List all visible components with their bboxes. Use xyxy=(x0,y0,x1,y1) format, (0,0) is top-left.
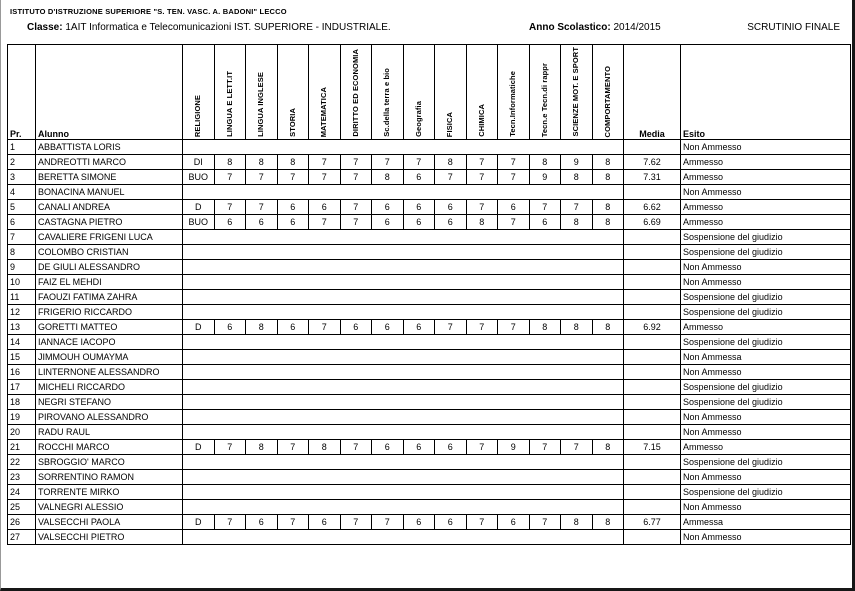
empty-grades-cell xyxy=(183,185,624,200)
esito-cell: Non Ammesso xyxy=(681,140,851,155)
esito-cell: Non Ammesso xyxy=(681,260,851,275)
grades-table xyxy=(7,44,851,545)
grade-cell: 7 xyxy=(214,515,246,530)
class-info xyxy=(27,22,391,33)
media-cell xyxy=(624,305,681,320)
row-number-cell: 9 xyxy=(8,260,36,275)
grade-cell: 7 xyxy=(561,440,593,455)
esito-cell: Sospensione del giudizio xyxy=(681,335,851,350)
grade-cell: 6 xyxy=(277,320,309,335)
row-number-cell: 12 xyxy=(8,305,36,320)
row-number-cell: 16 xyxy=(8,365,36,380)
table-row xyxy=(8,320,851,335)
grade-cell: 6 xyxy=(403,440,435,455)
esito-cell: Non Ammesso xyxy=(681,425,851,440)
media-cell xyxy=(624,350,681,365)
student-name-cell: MICHELI RICCARDO xyxy=(36,380,183,395)
grade-cell: 9 xyxy=(561,155,593,170)
student-name-cell: CASTAGNA PIETRO xyxy=(36,215,183,230)
grade-cell: D xyxy=(183,320,215,335)
column-header-subject xyxy=(246,45,278,140)
row-number-cell: 1 xyxy=(8,140,36,155)
empty-grades-cell xyxy=(183,335,624,350)
grade-cell: 7 xyxy=(309,155,341,170)
media-cell xyxy=(624,275,681,290)
empty-grades-cell xyxy=(183,230,624,245)
grade-cell: 7 xyxy=(435,320,467,335)
grade-cell: DI xyxy=(183,155,215,170)
esito-cell: Sospensione del giudizio xyxy=(681,290,851,305)
grade-cell: 6 xyxy=(277,215,309,230)
row-number-cell: 14 xyxy=(8,335,36,350)
esito-cell: Sospensione del giudizio xyxy=(681,395,851,410)
grade-cell: 7 xyxy=(498,170,530,185)
grade-cell: 6 xyxy=(435,515,467,530)
grade-cell: 7 xyxy=(214,440,246,455)
header-row xyxy=(8,45,851,140)
media-cell xyxy=(624,410,681,425)
row-number-cell: 23 xyxy=(8,470,36,485)
subject-header-label: DIRITTO ED ECONOMIA xyxy=(350,49,360,137)
grade-cell: 8 xyxy=(529,320,561,335)
grade-cell: 6 xyxy=(214,215,246,230)
table-row xyxy=(8,170,851,185)
esito-cell: Ammesso xyxy=(681,155,851,170)
grade-cell: 6 xyxy=(372,200,404,215)
grade-cell: 7 xyxy=(309,320,341,335)
grade-cell: 6 xyxy=(246,215,278,230)
column-header-media: Media xyxy=(624,45,681,140)
grade-cell: 8 xyxy=(246,440,278,455)
grade-cell: 7 xyxy=(403,155,435,170)
school-year-value: 2014/2015 xyxy=(613,22,661,33)
student-name-cell: CANALI ANDREA xyxy=(36,200,183,215)
table-row xyxy=(8,410,851,425)
grade-cell: 7 xyxy=(277,440,309,455)
table-row xyxy=(8,185,851,200)
class-label: Classe: xyxy=(27,22,63,33)
table-row xyxy=(8,245,851,260)
row-number-cell: 20 xyxy=(8,425,36,440)
row-number-cell: 19 xyxy=(8,410,36,425)
student-name-cell: NEGRI STEFANO xyxy=(36,395,183,410)
row-number-cell: 2 xyxy=(8,155,36,170)
empty-grades-cell xyxy=(183,530,624,545)
column-header-subject xyxy=(309,45,341,140)
grade-cell: 8 xyxy=(466,215,498,230)
grade-cell: 6 xyxy=(435,200,467,215)
media-cell: 6.62 xyxy=(624,200,681,215)
esito-cell: Sospensione del giudizio xyxy=(681,485,851,500)
row-number-cell: 25 xyxy=(8,500,36,515)
esito-cell: Sospensione del giudizio xyxy=(681,230,851,245)
student-name-cell: FAIZ EL MEHDI xyxy=(36,275,183,290)
table-row xyxy=(8,470,851,485)
grade-cell: 8 xyxy=(561,215,593,230)
column-header-subject xyxy=(435,45,467,140)
esito-cell: Non Ammesso xyxy=(681,500,851,515)
esito-cell: Non Ammesso xyxy=(681,410,851,425)
grade-cell: BUO xyxy=(183,170,215,185)
grade-cell: 6 xyxy=(372,320,404,335)
grade-cell: D xyxy=(183,200,215,215)
grade-cell: 7 xyxy=(277,170,309,185)
column-header-subject xyxy=(498,45,530,140)
esito-cell: Non Ammessa xyxy=(681,350,851,365)
grade-cell: 8 xyxy=(561,515,593,530)
media-cell xyxy=(624,470,681,485)
esito-cell: Sospensione del giudizio xyxy=(681,305,851,320)
grade-cell: 6 xyxy=(277,200,309,215)
grade-cell: 8 xyxy=(592,155,624,170)
media-cell xyxy=(624,485,681,500)
table-row xyxy=(8,290,851,305)
class-value: 1AIT Informatica e Telecomunicazioni IST. SUPERIORE - INDUSTRIALE. xyxy=(65,22,391,33)
esito-cell: Ammesso xyxy=(681,320,851,335)
grade-cell: 7 xyxy=(340,215,372,230)
media-cell xyxy=(624,185,681,200)
grade-cell: 7 xyxy=(498,320,530,335)
grade-cell: 7 xyxy=(340,440,372,455)
row-number-cell: 11 xyxy=(8,290,36,305)
row-number-cell: 7 xyxy=(8,230,36,245)
table-row xyxy=(8,380,851,395)
school-year-info xyxy=(529,22,661,33)
media-cell: 7.31 xyxy=(624,170,681,185)
table-row xyxy=(8,395,851,410)
grade-cell: 8 xyxy=(277,155,309,170)
grade-cell: 7 xyxy=(340,200,372,215)
report-title: SCRUTINIO FINALE xyxy=(747,22,840,33)
student-name-cell: GORETTI MATTEO xyxy=(36,320,183,335)
student-name-cell: PIROVANO ALESSANDRO xyxy=(36,410,183,425)
column-header-subject xyxy=(340,45,372,140)
empty-grades-cell xyxy=(183,140,624,155)
grade-cell: 7 xyxy=(340,155,372,170)
subject-header-label: STORIA xyxy=(287,108,297,137)
grade-cell: 7 xyxy=(246,200,278,215)
student-name-cell: TORRENTE MIRKO xyxy=(36,485,183,500)
esito-cell: Ammesso xyxy=(681,215,851,230)
grade-cell: 6 xyxy=(372,440,404,455)
grade-cell: 8 xyxy=(592,440,624,455)
subject-header-label: LINGUA E LETT.IT xyxy=(224,71,234,137)
grade-cell: 7 xyxy=(277,515,309,530)
grade-cell: D xyxy=(183,515,215,530)
media-cell xyxy=(624,380,681,395)
empty-grades-cell xyxy=(183,485,624,500)
row-number-cell: 6 xyxy=(8,215,36,230)
student-name-cell: RADU RAUL xyxy=(36,425,183,440)
column-header-esito: Esito xyxy=(681,45,851,140)
row-number-cell: 4 xyxy=(8,185,36,200)
grade-cell: 7 xyxy=(466,155,498,170)
media-cell xyxy=(624,260,681,275)
media-cell: 6.69 xyxy=(624,215,681,230)
subject-header-label: Tecn.Informatiche xyxy=(508,71,518,137)
grade-cell: 6 xyxy=(340,320,372,335)
subject-header-label: SCIENZE MOT. E SPORT xyxy=(571,47,581,137)
grade-cell: 8 xyxy=(592,170,624,185)
subject-header-label: RELIGIONE xyxy=(193,94,203,137)
empty-grades-cell xyxy=(183,260,624,275)
column-header-subject xyxy=(561,45,593,140)
grade-cell: 7 xyxy=(309,170,341,185)
grade-cell: BUO xyxy=(183,215,215,230)
esito-cell: Non Ammesso xyxy=(681,530,851,545)
grade-cell: 9 xyxy=(529,170,561,185)
row-number-cell: 26 xyxy=(8,515,36,530)
esito-cell: Sospensione del giudizio xyxy=(681,380,851,395)
empty-grades-cell xyxy=(183,290,624,305)
empty-grades-cell xyxy=(183,395,624,410)
grade-cell: 7 xyxy=(309,215,341,230)
media-cell xyxy=(624,290,681,305)
grade-cell: 7 xyxy=(466,515,498,530)
grade-cell: 7 xyxy=(246,170,278,185)
grade-cell: 8 xyxy=(529,155,561,170)
grade-cell: 8 xyxy=(246,155,278,170)
media-cell: 7.15 xyxy=(624,440,681,455)
grade-cell: 6 xyxy=(435,440,467,455)
empty-grades-cell xyxy=(183,245,624,260)
grade-cell: 6 xyxy=(372,215,404,230)
grade-cell: 7 xyxy=(498,155,530,170)
esito-cell: Non Ammesso xyxy=(681,185,851,200)
grade-cell: 7 xyxy=(561,200,593,215)
school-year-label: Anno Scolastico: xyxy=(529,22,611,33)
media-cell xyxy=(624,230,681,245)
grade-cell: 6 xyxy=(435,215,467,230)
media-cell xyxy=(624,530,681,545)
grade-cell: 6 xyxy=(403,170,435,185)
subject-header-label: Tecn.e Tecn.di rappr xyxy=(539,62,549,137)
row-number-cell: 21 xyxy=(8,440,36,455)
grade-cell: 7 xyxy=(340,515,372,530)
subject-header-label: FISICA xyxy=(445,111,455,137)
esito-cell: Ammesso xyxy=(681,200,851,215)
student-name-cell: DE GIULI ALESSANDRO xyxy=(36,260,183,275)
student-name-cell: JIMMOUH OUMAYMA xyxy=(36,350,183,365)
grade-cell: 6 xyxy=(403,215,435,230)
row-number-cell: 3 xyxy=(8,170,36,185)
table-row xyxy=(8,230,851,245)
column-header-alunno: Alunno xyxy=(36,45,183,140)
grade-cell: 8 xyxy=(214,155,246,170)
grade-cell: 8 xyxy=(561,170,593,185)
grade-cell: 7 xyxy=(498,215,530,230)
media-cell xyxy=(624,455,681,470)
media-cell xyxy=(624,395,681,410)
student-name-cell: FRIGERIO RICCARDO xyxy=(36,305,183,320)
student-name-cell: CAVALIERE FRIGENI LUCA xyxy=(36,230,183,245)
esito-cell: Ammessa xyxy=(681,515,851,530)
esito-cell: Ammesso xyxy=(681,170,851,185)
esito-cell: Sospensione del giudizio xyxy=(681,455,851,470)
table-row xyxy=(8,335,851,350)
grade-cell: 7 xyxy=(466,440,498,455)
grade-cell: 6 xyxy=(246,515,278,530)
empty-grades-cell xyxy=(183,425,624,440)
row-number-cell: 10 xyxy=(8,275,36,290)
empty-grades-cell xyxy=(183,410,624,425)
empty-grades-cell xyxy=(183,365,624,380)
media-cell xyxy=(624,245,681,260)
subject-header-label: COMPORTAMENTO xyxy=(602,65,612,137)
esito-cell: Non Ammesso xyxy=(681,275,851,290)
student-name-cell: SBROGGIO' MARCO xyxy=(36,455,183,470)
table-row xyxy=(8,455,851,470)
esito-cell: Non Ammesso xyxy=(681,470,851,485)
grade-cell: 8 xyxy=(592,515,624,530)
column-header-subject xyxy=(592,45,624,140)
column-header-subject xyxy=(372,45,404,140)
row-number-cell: 5 xyxy=(8,200,36,215)
grade-cell: 7 xyxy=(372,515,404,530)
empty-grades-cell xyxy=(183,470,624,485)
student-name-cell: LINTERNONE ALESSANDRO xyxy=(36,365,183,380)
esito-cell: Non Ammesso xyxy=(681,365,851,380)
subject-header-label: CHIMICA xyxy=(476,104,486,137)
grade-cell: D xyxy=(183,440,215,455)
grade-cell: 8 xyxy=(592,215,624,230)
grade-cell: 6 xyxy=(309,515,341,530)
column-header-pr: Pr. xyxy=(8,45,36,140)
grade-cell: 6 xyxy=(498,200,530,215)
column-header-subject xyxy=(214,45,246,140)
column-header-subject xyxy=(466,45,498,140)
table-row xyxy=(8,305,851,320)
subject-header-label: MATEMATICA xyxy=(319,86,329,137)
grade-cell: 7 xyxy=(435,170,467,185)
empty-grades-cell xyxy=(183,350,624,365)
row-number-cell: 22 xyxy=(8,455,36,470)
table-row xyxy=(8,275,851,290)
student-name-cell: VALNEGRI ALESSIO xyxy=(36,500,183,515)
school-name: ISTITUTO D'ISTRUZIONE SUPERIORE "S. TEN. VASC. A. BADONI" LECCO xyxy=(10,7,287,16)
grade-cell: 6 xyxy=(403,200,435,215)
grade-cell: 7 xyxy=(529,200,561,215)
empty-grades-cell xyxy=(183,500,624,515)
grade-cell: 7 xyxy=(529,440,561,455)
row-number-cell: 17 xyxy=(8,380,36,395)
student-name-cell: BERETTA SIMONE xyxy=(36,170,183,185)
student-name-cell: COLOMBO CRISTIAN xyxy=(36,245,183,260)
empty-grades-cell xyxy=(183,275,624,290)
table-row xyxy=(8,425,851,440)
grade-cell: 8 xyxy=(561,320,593,335)
grade-cell: 7 xyxy=(340,170,372,185)
grade-cell: 8 xyxy=(246,320,278,335)
table-row xyxy=(8,365,851,380)
table-row xyxy=(8,440,851,455)
student-name-cell: ROCCHI MARCO xyxy=(36,440,183,455)
grade-cell: 7 xyxy=(529,515,561,530)
row-number-cell: 15 xyxy=(8,350,36,365)
row-number-cell: 13 xyxy=(8,320,36,335)
media-cell xyxy=(624,365,681,380)
esito-cell: Ammesso xyxy=(681,440,851,455)
row-number-cell: 18 xyxy=(8,395,36,410)
student-name-cell: VALSECCHI PIETRO xyxy=(36,530,183,545)
table-row xyxy=(8,485,851,500)
subject-header-label: Geografia xyxy=(413,101,423,137)
grade-cell: 6 xyxy=(529,215,561,230)
media-cell: 7.62 xyxy=(624,155,681,170)
student-name-cell: BONACINA MANUEL xyxy=(36,185,183,200)
student-name-cell: IANNACE IACOPO xyxy=(36,335,183,350)
table-row xyxy=(8,515,851,530)
grade-cell: 8 xyxy=(435,155,467,170)
student-name-cell: ABBATTISTA LORIS xyxy=(36,140,183,155)
grade-cell: 8 xyxy=(592,200,624,215)
table-row xyxy=(8,530,851,545)
media-cell xyxy=(624,500,681,515)
media-cell xyxy=(624,425,681,440)
column-header-subject xyxy=(403,45,435,140)
row-number-cell: 27 xyxy=(8,530,36,545)
media-cell xyxy=(624,335,681,350)
grade-cell: 7 xyxy=(372,155,404,170)
grade-cell: 9 xyxy=(498,440,530,455)
table-row xyxy=(8,260,851,275)
grade-cell: 6 xyxy=(309,200,341,215)
table-row xyxy=(8,500,851,515)
table-row xyxy=(8,200,851,215)
media-cell: 6.77 xyxy=(624,515,681,530)
report-subheader xyxy=(1,22,852,36)
grade-cell: 7 xyxy=(466,200,498,215)
student-name-cell: SORRENTINO RAMON xyxy=(36,470,183,485)
student-name-cell: VALSECCHI PAOLA xyxy=(36,515,183,530)
table-row xyxy=(8,215,851,230)
empty-grades-cell xyxy=(183,380,624,395)
row-number-cell: 8 xyxy=(8,245,36,260)
grade-cell: 7 xyxy=(214,200,246,215)
grade-cell: 6 xyxy=(403,320,435,335)
empty-grades-cell xyxy=(183,305,624,320)
grade-cell: 6 xyxy=(498,515,530,530)
grade-cell: 6 xyxy=(403,515,435,530)
grade-cell: 8 xyxy=(372,170,404,185)
empty-grades-cell xyxy=(183,455,624,470)
student-name-cell: FAOUZI FATIMA ZAHRA xyxy=(36,290,183,305)
column-header-subject xyxy=(183,45,215,140)
subject-header-label: Sc.della terra e bio xyxy=(382,68,392,137)
student-name-cell: ANDREOTTI MARCO xyxy=(36,155,183,170)
table-row xyxy=(8,140,851,155)
table-row xyxy=(8,155,851,170)
esito-cell: Sospensione del giudizio xyxy=(681,245,851,260)
row-number-cell: 24 xyxy=(8,485,36,500)
grade-cell: 7 xyxy=(214,170,246,185)
media-cell xyxy=(624,140,681,155)
subject-header-label: LINGUA INGLESE xyxy=(256,72,266,137)
media-cell: 6.92 xyxy=(624,320,681,335)
column-header-subject xyxy=(277,45,309,140)
grade-cell: 8 xyxy=(309,440,341,455)
column-header-subject xyxy=(529,45,561,140)
grade-cell: 6 xyxy=(214,320,246,335)
grade-cell: 8 xyxy=(592,320,624,335)
grade-cell: 7 xyxy=(466,320,498,335)
grade-cell: 7 xyxy=(466,170,498,185)
table-row xyxy=(8,350,851,365)
